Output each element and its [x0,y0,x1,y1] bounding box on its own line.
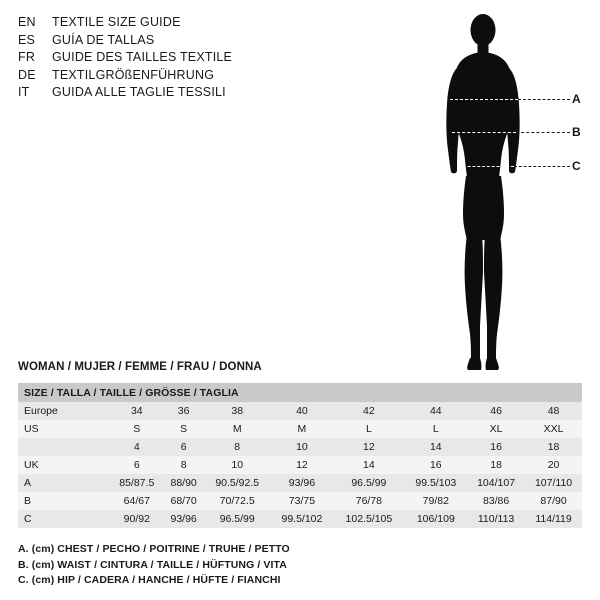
table-row [18,492,582,510]
table-cell: XXL [525,420,582,438]
table-cell: 20 [525,456,582,474]
table-cell: 10 [204,456,271,474]
hip-measure-line-outer [514,166,570,167]
table-cell: 16 [467,438,525,456]
table-cell: 16 [405,456,467,474]
language-title: TEXTILE SIZE GUIDE [52,15,181,29]
table-cell: 70/72.5 [204,492,271,510]
measure-label-a: A [572,92,581,106]
table-cell: 14 [405,438,467,456]
waist-measure-line-inner [452,132,516,133]
table-cell: 8 [164,456,204,474]
table-cell: 36 [164,402,204,420]
table-cell: 40 [271,402,333,420]
row-label: C [18,510,110,528]
table-cell: 106/109 [405,510,467,528]
table-cell: 38 [204,402,271,420]
measurement-legend [18,542,290,589]
table-cell: 76/78 [333,492,404,510]
table-cell: 10 [271,438,333,456]
row-label: A [18,474,110,492]
row-label: Europe [18,402,110,420]
language-code: ES [18,32,36,47]
language-title: TEXTILGRÖßENFÜHRUNG [52,67,215,82]
table-header-row [18,383,582,402]
table-cell: M [204,420,271,438]
table-cell: XL [467,420,525,438]
table-cell: 99.5/103 [405,474,467,492]
language-code: EN [18,15,36,29]
table-cell: 93/96 [271,474,333,492]
table-row [18,510,582,528]
table-cell: 104/107 [467,474,525,492]
row-label: US [18,420,110,438]
woman-section-title: WOMAN / MUJER / FEMME / FRAU / DONNA [18,361,262,373]
table-cell: 102.5/105 [333,510,404,528]
table-cell: 107/110 [525,474,582,492]
legend-item-a: A. (cm) CHEST / PECHO / POITRINE / TRUHE / PETTO [18,543,290,555]
language-title: GUÍA DE TALLAS [52,32,155,47]
measure-label-c: C [572,159,581,173]
table-cell: 88/90 [164,474,204,492]
table-cell: 79/82 [405,492,467,510]
table-cell: 18 [467,456,525,474]
language-title: GUIDA ALLE TAGLIE TESSILI [52,85,226,99]
legend-item-b: B. (cm) WAIST / CINTURA / TAILLE / HÜFTUNG / VITA [18,558,287,571]
table-cell: 83/86 [467,492,525,510]
table-cell: 64/67 [110,492,164,510]
table-cell: M [271,420,333,438]
table-cell: 110/113 [467,510,525,528]
table-cell: 73/75 [271,492,333,510]
table-row [18,402,582,420]
table-cell: 46 [467,402,525,420]
table-row [18,474,582,492]
language-row-en [18,14,318,32]
language-title: GUIDE DES TAILLES TEXTILE [52,50,233,64]
row-label [18,438,110,456]
body-silhouette-icon [420,8,600,378]
table-cell: S [110,420,164,438]
table-row [18,438,582,456]
measure-label-b: B [572,125,581,139]
table-cell: 85/87.5 [110,474,164,492]
chest-measure-line-inner [450,99,518,100]
waist-measure-line-outer [516,132,570,133]
language-code: DE [18,67,36,82]
table-cell: 44 [405,402,467,420]
hip-measure-line-inner [458,166,514,167]
chest-measure-line-outer [518,99,570,100]
size-table [18,383,582,528]
table-cell: 18 [525,438,582,456]
table-row [18,420,582,438]
table-cell: 8 [204,438,271,456]
legend-item-c: C. (cm) HIP / CADERA / HANCHE / HÜFTE / FIANCHI [18,574,281,586]
language-list [18,14,318,102]
row-label: B [18,492,110,510]
table-cell: 114/119 [525,510,582,528]
table-cell: 90/92 [110,510,164,528]
language-row-fr [18,49,318,67]
size-header-label: SIZE / TALLA / TAILLE / GRÖSSE / TAGLIA [18,383,582,402]
table-cell: 48 [525,402,582,420]
table-cell: 14 [333,456,404,474]
table-cell: 12 [333,438,404,456]
language-code: IT [18,85,30,99]
table-cell: 87/90 [525,492,582,510]
language-code: FR [18,50,36,64]
table-cell: 90.5/92.5 [204,474,271,492]
table-cell: S [164,420,204,438]
table-cell: 42 [333,402,404,420]
table-cell: 68/70 [164,492,204,510]
table-cell: 93/96 [164,510,204,528]
table-cell: 6 [110,456,164,474]
language-row-de [18,67,318,85]
language-row-es [18,32,318,50]
table-cell: 34 [110,402,164,420]
female-body-figure [420,8,600,378]
row-label: UK [18,456,110,474]
language-row-it [18,84,318,102]
table-cell: 12 [271,456,333,474]
table-cell: 96.5/99 [333,474,404,492]
table-row [18,456,582,474]
table-cell: 96.5/99 [204,510,271,528]
table-cell: 6 [164,438,204,456]
table-cell: L [333,420,404,438]
table-cell: 99.5/102 [271,510,333,528]
table-cell: 4 [110,438,164,456]
table-cell: L [405,420,467,438]
